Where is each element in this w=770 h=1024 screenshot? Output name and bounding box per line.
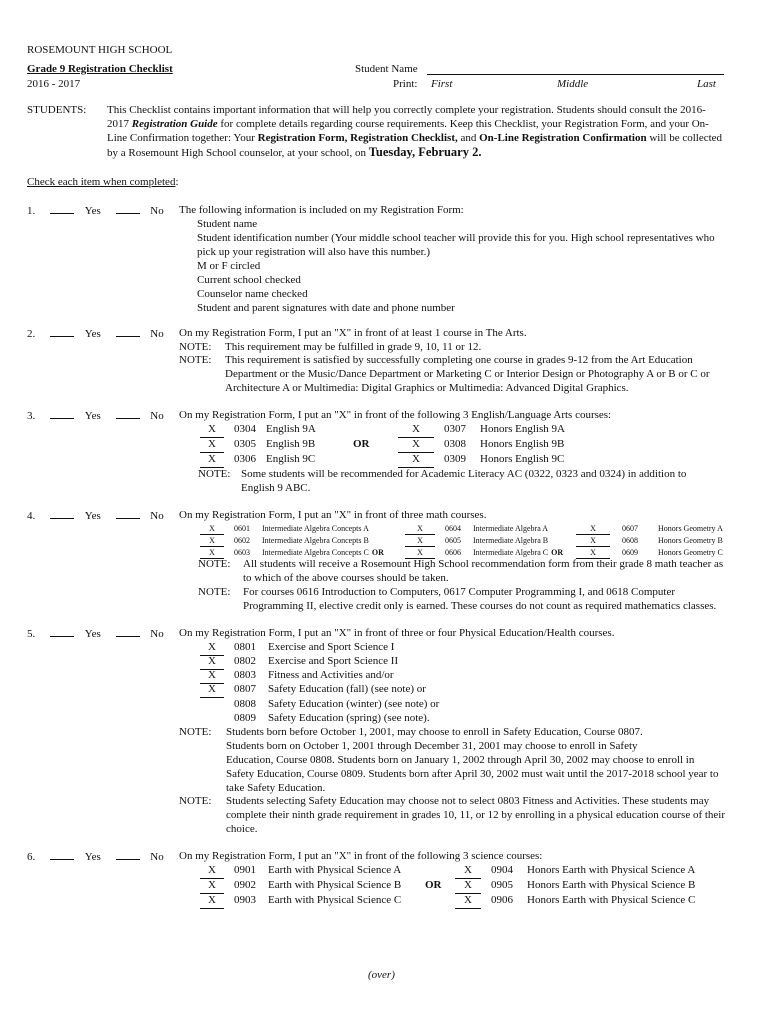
no-blank[interactable] <box>116 508 140 519</box>
course-row: X 0902 Earth with Physical Science B <box>200 878 401 894</box>
math-row: X 0608 Honors Geometry B <box>576 534 723 548</box>
yes-blank[interactable] <box>50 849 74 860</box>
students-paragraph <box>107 103 747 160</box>
yes-blank[interactable] <box>50 203 74 214</box>
or-label: OR <box>353 438 370 450</box>
student-name-field[interactable] <box>427 60 724 75</box>
note-line: This requirement is satisfied by successfully completing one course in grades 9-12 from the Art Education <box>225 354 693 366</box>
item-1-line: pick up your registration will also have this number.) <box>197 246 431 258</box>
note-line: English 9 ABC. <box>241 482 311 494</box>
note-line: Some students will be recommended for Academic Literacy AC (0322, 0323 and 0324) in addition to <box>241 468 687 480</box>
page-title: Grade 9 Registration Checklist <box>27 63 173 75</box>
first-name-label: First <box>431 78 453 90</box>
note-line: All students will receive a Rosemount High School recommendation form from their grade 8 math teacher as <box>243 558 724 570</box>
no-blank[interactable] <box>116 326 140 337</box>
item-2-checkline: 2. Yes No <box>27 328 164 340</box>
item-1-checkline: 1. Yes No <box>27 205 164 217</box>
yes-blank[interactable] <box>50 626 74 637</box>
students-line: This Checklist contains important information that will help you correctly complete your registration. Students should consult the 2016- <box>107 104 706 116</box>
course-row: X 0309 Honors English 9C <box>398 452 564 468</box>
no-blank[interactable] <box>116 203 140 214</box>
item-3-note <box>241 467 686 495</box>
yes-blank[interactable] <box>50 408 74 419</box>
note-line: Students born on October 1, 2001 through December 31, 2001 may choose to enroll in Safety <box>226 740 638 752</box>
math-row: X 0602 Intermediate Algebra Concepts B <box>200 534 369 548</box>
item-3-intro: On my Registration Form, I put an "X" in front of the following 3 English/Language Arts courses: <box>179 409 612 421</box>
item-3-checkline: 3. Yes No <box>27 410 164 422</box>
item-2-note-1: This requirement may be fulfilled in grade 9, 10, 11 or 12. <box>225 341 482 353</box>
course-row: X 0906 Honors Earth with Physical Science C <box>455 893 695 909</box>
course-row: X 0306 English 9C <box>200 452 315 468</box>
school-name: ROSEMOUNT HIGH SCHOOL <box>27 44 173 56</box>
item-6-checkline: 6. Yes No <box>27 851 164 863</box>
yes-blank[interactable] <box>50 508 74 519</box>
note-label: NOTE: <box>179 795 212 807</box>
note-line: Students selecting Safety Education may choose not to select 0803 Fitness and Activities. These students may <box>226 795 710 807</box>
note-line: For courses 0616 Introduction to Computers, 0617 Computer Programming I, and 0618 Computer <box>243 586 676 598</box>
course-row: X 0308 Honors English 9B <box>398 437 564 453</box>
item-4-note-1 <box>243 557 723 585</box>
students-line: 2017 Registration Guide for complete details regarding course requirements. Keep this Checklist, your Registration Form, and your On- <box>107 118 709 130</box>
note-label: NOTE: <box>198 468 231 480</box>
course-row: X 0905 Honors Earth with Physical Science B <box>455 878 695 894</box>
students-label: STUDENTS: <box>27 104 87 116</box>
item-1-list <box>197 217 757 315</box>
item-1-line: Student identification number (Your middle school teacher will provide this for you. High school representatives who <box>197 232 715 244</box>
item-4-checkline: 4. Yes No <box>27 510 164 522</box>
math-row: X 0603 Intermediate Algebra Concepts C OR <box>200 546 384 560</box>
item-1-line: Counselor name checked <box>197 288 308 300</box>
course-row: X 0802 Exercise and Sport Science II <box>200 654 398 670</box>
check-instruction: Check each item when completed: <box>27 176 179 188</box>
item-5-checkline: 5. Yes No <box>27 628 164 640</box>
student-name-label: Student Name <box>355 63 418 75</box>
note-label: NOTE: <box>198 558 231 570</box>
item-5-note-2 <box>226 794 725 836</box>
yes-blank[interactable] <box>50 326 74 337</box>
item-6-intro: On my Registration Form, I put an "X" in front of the following 3 science courses: <box>179 850 543 862</box>
math-row: X 0606 Intermediate Algebra C OR <box>405 546 563 560</box>
print-label: Print: <box>393 78 418 90</box>
item-4-intro: On my Registration Form, I put an "X" in front of three math courses. <box>179 509 487 521</box>
students-line: by a Rosemount High School counselor, at your school, on Tuesday, February 2. <box>107 145 482 159</box>
note-label: NOTE: <box>179 341 212 353</box>
note-label: NOTE: <box>198 586 231 598</box>
course-row: X 0801 Exercise and Sport Science I <box>200 640 394 656</box>
note-line: Students born before October 1, 2001, may choose to enroll in Safety Education, Course 0807. <box>226 726 643 738</box>
course-row: 0809 Safety Education (spring) (see note). <box>234 712 430 724</box>
middle-name-label: Middle <box>557 78 589 90</box>
course-row: X 0304 English 9A <box>200 422 316 438</box>
last-name-label: Last <box>697 78 716 90</box>
math-row: X 0607 Honors Geometry A <box>576 522 723 536</box>
course-row: X 0307 Honors English 9A <box>398 422 565 438</box>
note-label: NOTE: <box>179 354 212 366</box>
no-blank[interactable] <box>116 626 140 637</box>
course-row: X 0904 Honors Earth with Physical Science A <box>455 863 695 879</box>
note-line: Education, Course 0808. Students born on January 1, 2002 through April 30, 2002 may choose to enroll in <box>226 754 695 766</box>
note-line: Safety Education, Course 0809. Students born after April 30, 2002 must wait until the 2017-2018 school year to <box>226 768 719 780</box>
no-blank[interactable] <box>116 408 140 419</box>
math-row: X 0605 Intermediate Algebra B <box>405 534 548 548</box>
item-4-note-2 <box>243 585 716 613</box>
note-line: Programming II, elective credit only is earned. These courses do not count as required mathematics classes. <box>243 600 717 612</box>
school-year: 2016 - 2017 <box>27 78 81 90</box>
note-line: take Safety Education. <box>226 782 326 794</box>
item-5-intro: On my Registration Form, I put an "X" in front of three or four Physical Education/Health courses. <box>179 627 615 639</box>
note-line: Architecture A or Multimedia: Digital Graphics or Multimedia: Advanced Digital Graphics. <box>225 382 629 394</box>
note-line: choice. <box>226 823 258 835</box>
item-1-line: Student name <box>197 218 258 230</box>
course-row: X 0901 Earth with Physical Science A <box>200 863 401 879</box>
or-label: OR <box>425 879 442 891</box>
page-footer-over: (over) <box>368 969 395 981</box>
math-row: X 0604 Intermediate Algebra A <box>405 522 548 536</box>
item-1-line: Current school checked <box>197 274 301 286</box>
item-1-line: M or F circled <box>197 260 261 272</box>
item-5-note-1 <box>226 725 718 795</box>
math-row: X 0609 Honors Geometry C <box>576 546 723 560</box>
course-row: X 0305 English 9B <box>200 437 315 453</box>
item-1-line: Student and parent signatures with date and phone number <box>197 302 455 314</box>
course-row: X 0903 Earth with Physical Science C <box>200 893 401 909</box>
students-line: Line Confirmation together: Your Registration Form, Registration Checklist, and On-Line Registration Confirmation will be collected <box>107 132 723 144</box>
course-row: X 0803 Fitness and Activities and/or <box>200 668 394 684</box>
item-2-note-2 <box>225 353 710 395</box>
math-row: X 0601 Intermediate Algebra Concepts A <box>200 522 369 536</box>
course-row: X 0807 Safety Education (fall) (see note) or <box>200 682 426 698</box>
no-blank[interactable] <box>116 849 140 860</box>
note-line: Department or the Music/Dance Department or Marketing C or Interior Design or Photography A or B or C or <box>225 368 710 380</box>
note-label: NOTE: <box>179 726 212 738</box>
item-2-intro: On my Registration Form, I put an "X" in front of at least 1 course in The Arts. <box>179 327 527 339</box>
item-1-intro: The following information is included on my Registration Form: <box>179 204 464 216</box>
course-row: 0808 Safety Education (winter) (see note) or <box>234 698 440 710</box>
note-line: to which of the above courses should be taken. <box>243 572 449 584</box>
note-line: complete their ninth grade requirement in grades 10, 11, or 12 by enrolling in a physical education course of their <box>226 809 726 821</box>
